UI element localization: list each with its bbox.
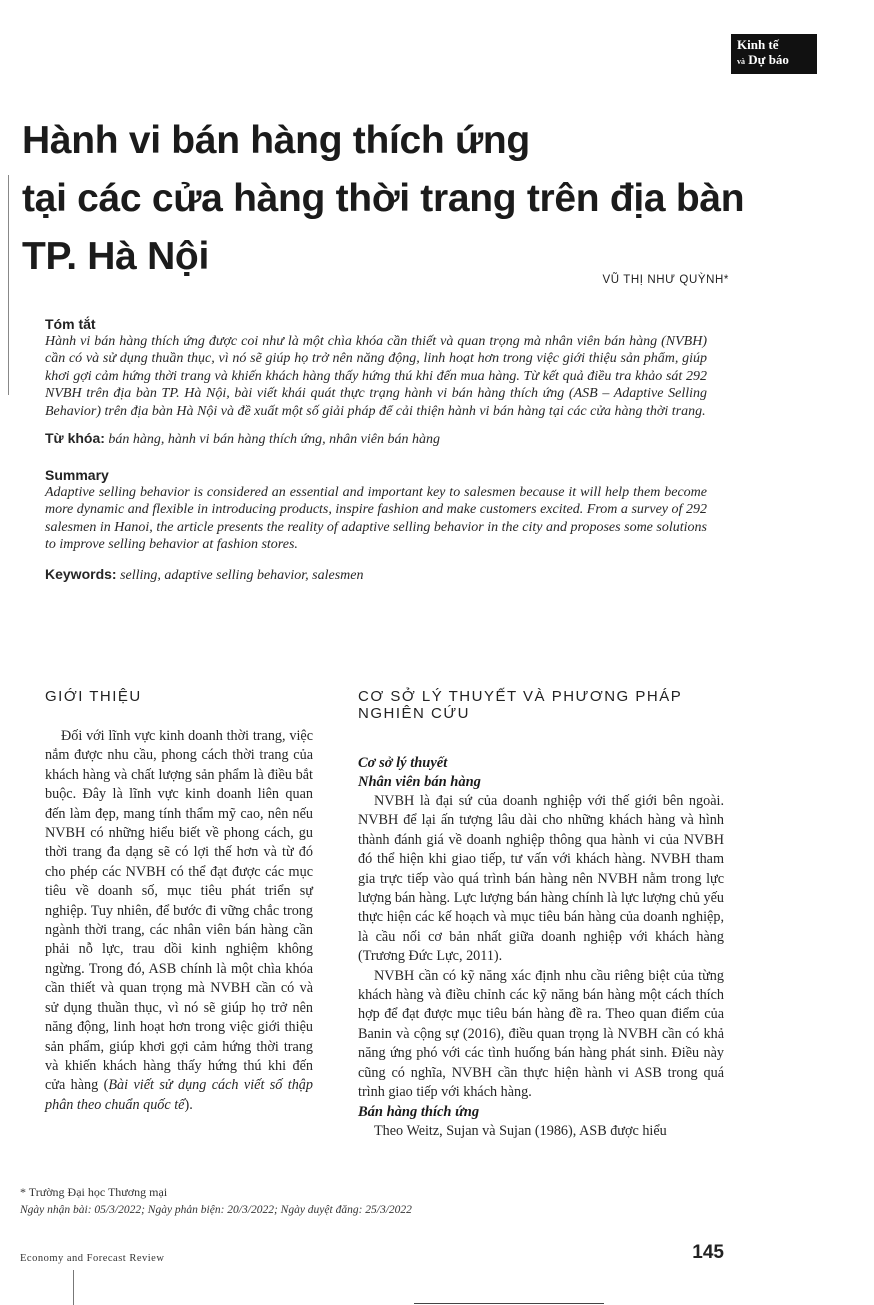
article-title bbox=[22, 112, 762, 286]
title-line-1: Hành vi bán hàng thích ứng bbox=[22, 119, 530, 162]
summary-en-text: Adaptive selling behavior is considered an essential and important key to salesmen because it will help them become more dynamic and flexible in introducing products, inspire fashion and make customers excited. From a survey of 292 salesmen in Hanoi, the article presents the reality of adaptive selling behavior in the city and proposes some solutions to improve selling behavior at fashion stores. bbox=[45, 485, 707, 553]
summary-en-heading: Summary bbox=[45, 467, 109, 484]
theory-paragraph-3: Theo Weitz, Sujan và Sujan (1986), ASB được hiểu bbox=[374, 1122, 667, 1139]
footnote-affiliation: * Trường Đại học Thương mại bbox=[20, 1185, 168, 1199]
logo-small: và bbox=[737, 57, 745, 66]
keywords-en bbox=[45, 566, 707, 584]
keywords-en-text: selling, adaptive selling behavior, salesmen bbox=[120, 567, 364, 583]
logo-line1: Kinh tế bbox=[737, 37, 779, 52]
summary-vi-text: Hành vi bán hàng thích ứng được coi như là một chìa khóa cần thiết và quan trọng mà nhân viên bán hàng (NVBH) cần có và sử dụng thuần thục, vì nó sẽ giúp họ trở nên năng động, linh hoạt hơn trong việc giới thiệu sản phẩm, giúp khơi gợi cảm hứng thời trang và khiến khách hàng thấy hứng thú khi đến mua hàng. Từ kết quả điều tra khảo sát 292 NVBH trên địa bàn TP. Hà Nội, bài viết khái quát thực trạng hành vi bán hàng thích ứng (ASB – Adaptive Selling Behavior) trên địa bàn Hà Nội và đề xuất một số giải pháp để cải thiện hành vi bán hàng tại các cửa hàng thời trang. bbox=[45, 334, 707, 419]
subheading-theory: Cơ sở lý thuyết bbox=[358, 755, 448, 771]
keywords-vi bbox=[45, 430, 707, 448]
theory-paragraph-1: NVBH là đại sứ của doanh nghiệp với thế giới bên ngoài. NVBH để lại ấn tượng lâu dài cho những khách hàng và hình thành đánh giá về doanh nghiệp thông qua hành vi của NVBH đó thể hiện khi giao tiếp, tư vấn với khách hàng. NVBH tham gia trực tiếp vào quá trình bán hàng nên NVBH nằm trong lực lượng bán hàng. Lực lượng bán hàng chính là lực lượng chủ yếu thực hiện các kế hoạch và mục tiêu bán hàng của doanh nghiệp, là cầu nối cơ bản nhất giữa doanh nghiệp với khách hàng (Trương Đức Lực, 2011). bbox=[358, 793, 724, 965]
footnote-dates: Ngày nhận bài: 05/3/2022; Ngày phản biện: 20/3/2022; Ngày duyệt đăng: 25/3/2022 bbox=[20, 1204, 412, 1216]
summary-vi-heading: Tóm tắt bbox=[45, 316, 96, 332]
journal-logo bbox=[731, 34, 817, 74]
abstract-block bbox=[45, 316, 707, 584]
title-line-2: tại các cửa hàng thời trang trên địa bàn bbox=[22, 177, 745, 220]
title-line-3: TP. Hà Nội bbox=[22, 235, 209, 278]
bottom-rule bbox=[414, 1303, 604, 1304]
journal-name: Economy and Forecast Review bbox=[20, 1253, 165, 1264]
logo-line2: Dự báo bbox=[748, 52, 789, 67]
subheading-salesperson: Nhân viên bán hàng bbox=[358, 774, 481, 790]
theory-heading: CƠ SỞ LÝ THUYẾT VÀ PHƯƠNG PHÁP NGHIÊN CỨU bbox=[358, 688, 682, 722]
scan-mark bbox=[73, 1270, 74, 1305]
theory-paragraph-2: NVBH cần có kỹ năng xác định nhu cầu riêng biệt của từng khách hàng và điều chỉnh các kỹ năng bán hàng một cách thích hợp để đạt được mục tiêu bán hàng đề ra. Theo quan điểm của Banin và cộng sự (2016), điều quan trọng là NVBH cần có khả năng ứng phó với các tình huống bán hàng phát sinh. Điều này cũng có nghĩa, NVBH cần thực hiện hành vi ASB trong quá trình giao tiếp với khách hàng. bbox=[358, 967, 724, 1101]
footnote bbox=[20, 1183, 412, 1219]
right-column bbox=[358, 688, 724, 1141]
subheading-adaptive-selling: Bán hàng thích ứng bbox=[358, 1103, 480, 1120]
keywords-en-label: Keywords: bbox=[45, 565, 117, 582]
page-number: 145 bbox=[692, 1242, 724, 1263]
intro-heading: GIỚI THIỆU bbox=[45, 688, 142, 705]
keywords-vi-text: bán hàng, hành vi bán hàng thích ứng, nhân viên bán hàng bbox=[108, 432, 440, 448]
margin-line bbox=[8, 175, 9, 395]
keywords-vi-label: Từ khóa: bbox=[45, 430, 105, 447]
author: VŨ THỊ NHƯ QUỲNH* bbox=[602, 274, 729, 286]
left-column bbox=[45, 688, 313, 1115]
intro-note: Bài viết sử dụng cách viết số thập phân theo chuẩn quốc tế bbox=[45, 1077, 313, 1113]
intro-paragraph: Đối với lĩnh vực kinh doanh thời trang, việc nắm được nhu cầu, phong cách thời trang của khách hàng và chất lượng sản phẩm là điều bắt buộc. Đây là lĩnh vực kinh doanh liên quan đến làm đẹp, mang tính thẩm mỹ cao, nên nếu NVBH có những hiểu biết về phong cách, gu thời trang đa dạng sẽ có lợi thế hơn và từ đó cho phép các NVBH có thể đạt được các mục tiêu về doanh số, mục tiêu phát triển sự nghiệp. Tuy nhiên, để bước đi vững chắc trong ngành thời trang, các nhân viên bán hàng cần phải nỗ lực, trau dồi kinh nghiệm không ngừng. Trong đó, ASB chính là một chìa khóa cần thiết và quan trọng mà NVBH cần có và sử dụng thuần thục, vì nó sẽ giúp họ trở nên năng động, linh hoạt hơn trong việc giới thiệu sản phẩm, giúp khơi gợi cảm hứng thời trang và khiến khách hàng thấy hứng thú khi đến cửa hàng (Bài viết sử dụng cách viết số thập phân theo chuẩn quốc tế). bbox=[45, 728, 313, 1113]
